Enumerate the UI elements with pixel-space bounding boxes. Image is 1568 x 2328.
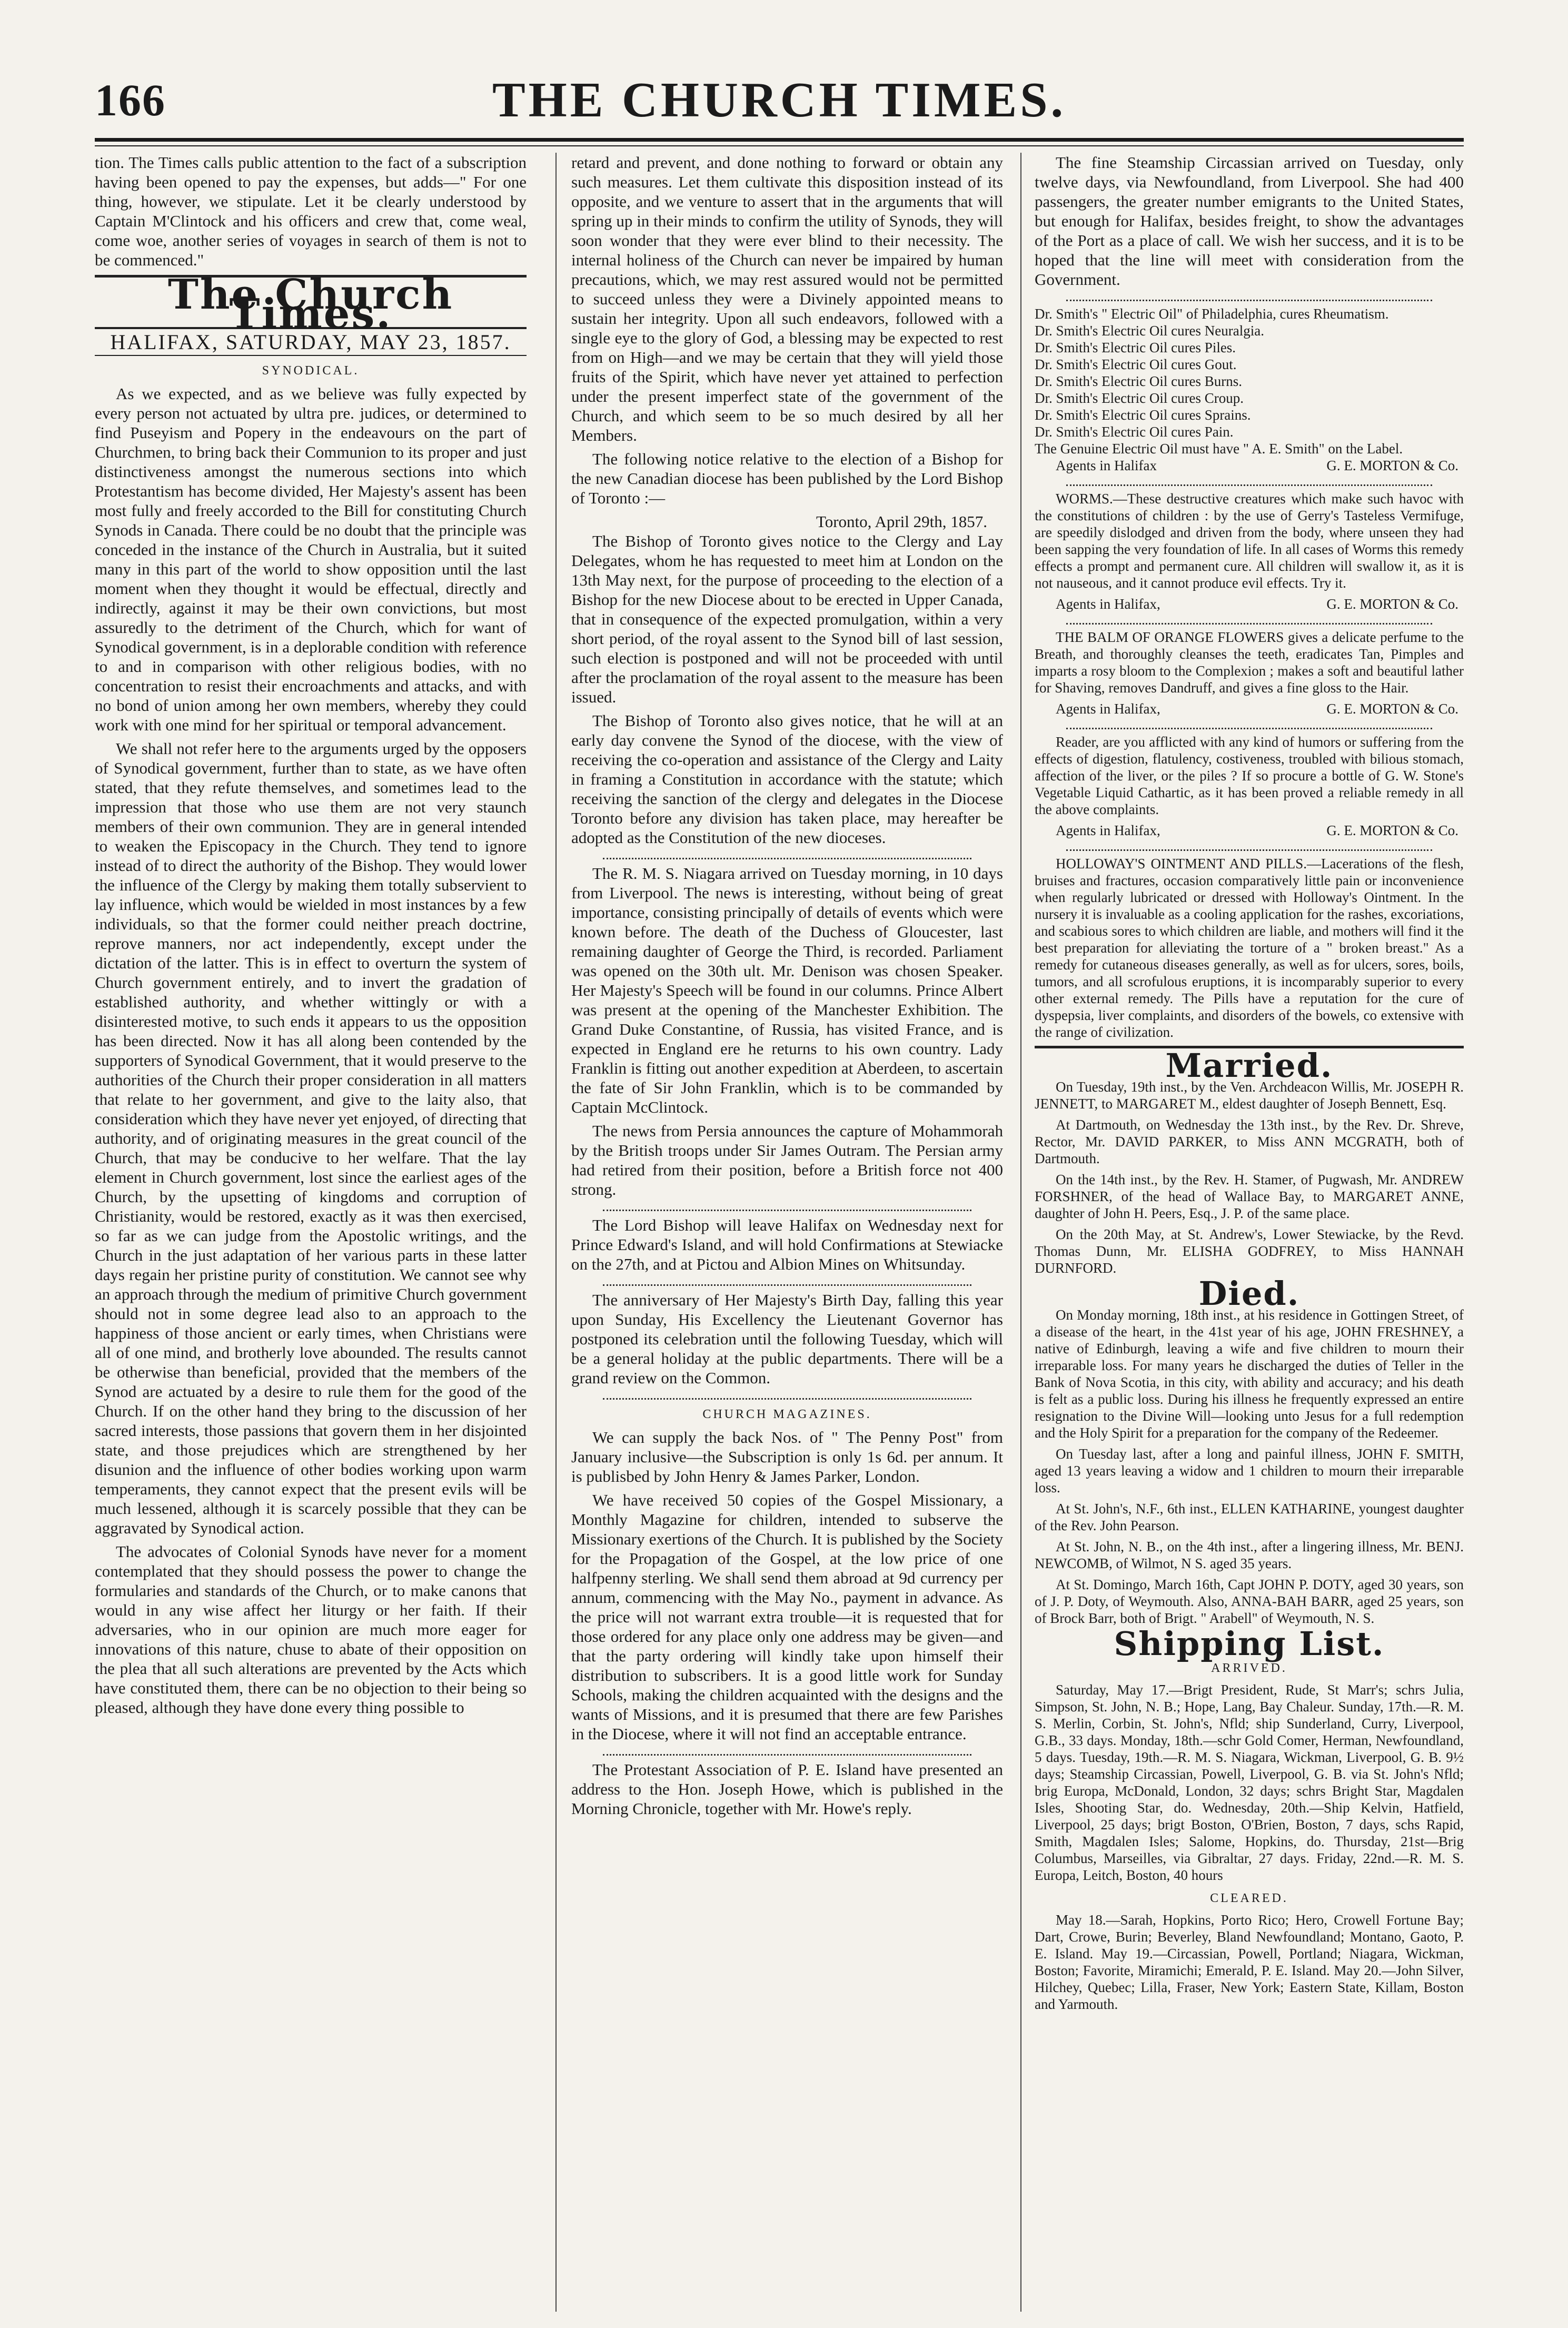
arrived-heading: ARRIVED.	[1211, 1661, 1287, 1675]
notice: At St. John, N. B., on the 4th inst., after a lingering illness, Mr. BENJ. NEWCOMB, of Wilmot, N S. aged 35 years.	[1035, 1539, 1464, 1571]
column-divider	[1020, 153, 1021, 2312]
news-item: The Lord Bishop will leave Halifax on Wednesday next for Prince Edward's Island, and will hold Confirmations at Stewiacke on the 27th, and at Pictou and Albion Mines on Whitsunday.	[571, 1216, 1003, 1273]
column-2	[571, 153, 1003, 1822]
ad-text: THE BALM OF ORANGE FLOWERS gives a delicate perfume to the Breath, and thoroughly cleanses the teeth, eradicates Tan, Pimples and imparts a rosy bloom to the Complexion ; makes a soft and beautiful lather for Shaving, removes Dandruff, and gives a fine gloss to the Hair.	[1035, 629, 1464, 696]
notice: On Tuesday last, after a long and painful illness, JOHN F. SMITH, aged 13 years leaving a widow and 1 children to mourn their irreparable loss.	[1035, 1446, 1464, 1495]
ad-line: Dr. Smith's Electric Oil cures Burns.	[1035, 373, 1243, 389]
editorial-paragraph: As we expected, and as we believe was fully expected by every person not actuated by ultra pre. judices, or determined to find Puseyism and Popery in the endeavours on the part of Churchmen, to bring back their Communion to its proper and just distinctiveness amongst the numerous sections into which Protestantism has become divided, Her Majesty's assent has been most fully and freely accorded to the Bill for constituting Church Synods in Canada. There could be no doubt that the principle was conceded in the instance of the Church in Australia, but it suited many in this part of the world to show opposition until the last moment when they thought it would be effectual, directly and indirectly, against it may be their own convictions, but most assuredly to the detriment of the Church, which for want of Synodical government, is in a deplorable condition with reference to and in comparison with other religious bodies, with no concentration to resist their encroachments and attacks, and with no bond of union among her own members, whereby they could work with one mind for her spiritual or temporal advancement.	[95, 384, 527, 734]
agents-line	[1035, 822, 1464, 839]
ad-line: Dr. Smith's Electric Oil cures Piles.	[1035, 340, 1236, 355]
agents-line	[1035, 596, 1464, 612]
agents-label: Agents in Halifax	[1056, 458, 1157, 473]
notice: On the 20th May, at St. Andrew's, Lower Stewiacke, by the Revd. Thomas Dunn, Mr. ELISHA GODFREY, to Miss HANNAH DURNFORD.	[1035, 1226, 1464, 1276]
agents-label: Agents in Halifax,	[1056, 596, 1160, 612]
separator	[1066, 721, 1432, 729]
agents-name: G. E. MORTON & Co.	[1326, 458, 1458, 473]
notice-paragraph: The Bishop of Toronto gives notice to the Clergy and Lay Delegates, whom he has requested to meet him at London on the 13th May next, for the purpose of proceeding to the election of a Bishop for the new Diocese about to be erected in Upper Canada, that in consequence of the expected promulgation, within a very short period, of the royal assent to the Synod bill of last session, such election is postponed and will not be proceeded with until after the proclamation of the royal assent to the measure has been issued.	[571, 532, 1003, 706]
header-rule-thin	[95, 145, 1464, 146]
page-header	[95, 68, 1464, 132]
editorial-paragraph: retard and prevent, and done nothing to forward or obtain any such measures. Let them cultivate this disposition instead of its opposite, and we venture to assert that in the arguments that will spring up in their minds to confirm the utility of Synods, they will soon wonder that they were ever blind to their necessity. The internal holiness of the Church can never be impaired by human precautions, which, we may rest assured would not be permitted to succeed unless they were a Divinely appointed means to sustain her integrity. Upon all such endeavors, followed with a single eye to the glory of God, a blessing may be expected to rest from on High—and we may be certain that they will yield those fruits of the Spirit, which have never yet attained to perfection under the present imperfect state of the government of the Church, and which seem to be so much desired by all her Members.	[571, 153, 1003, 444]
separator	[603, 1392, 971, 1400]
holloway-ad	[1035, 855, 1464, 1041]
news-item: We have received 50 copies of the Gospel Missionary, a Monthly Magazine for children, intended to subserve the Missionary exertions of the Church. It is published by the Society for the Propagation of the Gospel, at the low price of one halfpenny sterling. We shall send them abroad at 9d currency per annum, commencing with the May No., payment in advance. As the price will not warrant extra trouble—it is requested that for those ordered for any place only one address may be given—and that the party ordering will kindly take upon himself their distribution to subscribers. It is a good little work for Sunday Schools, making the children acquainted with the designs and the wants of Missions, and it is presumed that there are few Parishes in the Diocese, where it will not find an acceptable entrance.	[571, 1491, 1003, 1743]
notice: At Dartmouth, on Wednesday the 13th inst., by the Rev. Dr. Shreve, Rector, Mr. DAVID PARKER, to Miss ANN MCGRATH, both of Dartmouth.	[1035, 1117, 1464, 1166]
notice: At St. John's, N.F., 6th inst., ELLEN KATHARINE, youngest daughter of the Rev. John Pearson.	[1035, 1501, 1464, 1533]
separator	[603, 1278, 971, 1286]
married-notices	[1035, 1078, 1464, 1276]
news-item: The fine Steamship Circassian arrived on Tuesday, only twelve days, via Newfoundland, from Liverpool. She had 400 passengers, the greater number emigrants to the United States, but enough for Halifax, besides freight, to show the advantages of the Port as a place of call. We wish her success, and it is to be hoped that the line will meet with consideration from the Government.	[1035, 153, 1464, 289]
agents-line	[1035, 457, 1464, 474]
ad-line: Dr. Smith's Electric Oil cures Sprains.	[1035, 407, 1251, 423]
shipping-entries: May 18.—Sarah, Hopkins, Porto Rico; Hero, Crowell Fortune Bay; Dart, Crowe, Burin; Beverley, Bland Newfoundland; Montano, Gaoto, P. E. Island. May 19.—Circassian, Powell, Portland; Niagara, Wickman, Boston; Favorite, Miramichi; Emerald, P. E. Island. May 20.—John Silver, Hilchey, Quebec; Lilla, Fraser, New York; Eastern State, Killam, Boston and Yarmouth.	[1035, 1912, 1464, 2012]
ad-line: Dr. Smith's Electric Oil cures Pain.	[1035, 424, 1234, 440]
shipping-entries: Saturday, May 17.—Brigt President, Rude, St Marr's; schrs Julia, Simpson, St. John, N. B.; Hope, Lang, Bay Chaleur. Sunday, 17th.—R. M. S. Merlin, Corbin, St. John's, Nfld; ship Sunderland, Curry, Liverpool, G.B., 33 days. Monday, 18th.—schr Gold Comer, Herman, Newfoundland, 5 days. Tuesday, 19th.—R. M. S. Niagara, Wickman, Liverpool, G. B. 9½ days; Steamship Circassian, Powell, Liverpool, G. B. via St. John's Nfld; brig Europa, McDonald, London, 32 days; schrs Bright Star, Magdalen Isles, Shooting Star, do. Wednesday, 20th.—Ship Kelvin, Hatfield, Liverpool, 25 days; brigt Boston, O'Brien, Boston, 7 days, schs Rapid, Smith, Magdalen Isles; Salome, Hopkins, do. Thursday, 21st—Brig Columbus, Marseilles, via Gibraltar, 27 days. Friday, 22nd.—R. M. S. Europa, Leitch, Boston, 40 hours	[1035, 1682, 1464, 1883]
agents-label: Agents in Halifax,	[1056, 701, 1160, 717]
ad-line: The Genuine Electric Oil must have " A. E. Smith" on the Label.	[1035, 441, 1403, 457]
worms-ad	[1035, 490, 1464, 612]
ad-line: Dr. Smith's " Electric Oil" of Philadelphia, cures Rheumatism.	[1035, 306, 1389, 322]
magazines-title: CHURCH MAGAZINES.	[702, 1408, 872, 1421]
news-item: The anniversary of Her Majesty's Birth Day, falling this year upon Sunday, His Excellency the Lieutenant Governor has postponed its celebration until the following Tuesday, which will be a general holiday at the public departments. There will be a grand review on the Common.	[571, 1291, 1003, 1387]
column-3	[1035, 153, 1464, 2017]
column-divider	[555, 153, 557, 2312]
notice: At St. Domingo, March 16th, Capt JOHN P. DOTY, aged 30 years, son of J. P. Doty, of Weymouth. Also, ANNA-BAH BARR, aged 25 years, son of Brock Barr, both of Brigt. " Arabell" of Weymouth, N. S.	[1035, 1577, 1464, 1626]
ad-line: Dr. Smith's Electric Oil cures Gout.	[1035, 356, 1237, 372]
editorial-paragraph: The advocates of Colonial Synods have never for a moment contemplated that they should possess the power to change the formularies and standards of the Church, or to make canons that would in any wise affect her liturgy or her faith. If their adversaries, who in our opinion are much more eager for innovations of this nature, chuse to abate of their opposition on the plea that all such alterations are prevented by the Acts which have constituted them, there can be no objection to their being so pleased, although they have done every thing possible to	[95, 1542, 527, 1717]
news-item: The Protestant Association of P. E. Island have presented an address to the Hon. Joseph Howe, which is published in the Morning Chronicle, together with Mr. Howe's reply.	[571, 1760, 1003, 1818]
notice-intro: The following notice relative to the election of a Bishop for the new Canadian diocese has been published by the Lord Bishop of Toronto :—	[571, 450, 1003, 507]
separator	[603, 1748, 971, 1756]
editorial-paragraph: We shall not refer here to the arguments urged by the opposers of Synodical government, further than to state, as we have often stated, that they refute themselves, and sometimes lead to the impression that those who use them are not very staunch members of their own communion. They are in general intended to weaken the Episcopacy in the Church. They tend to ignore instead of to direct the authority of the Bishop. They would lower the influence of the Clergy by making them totally subservient to lay influence, which would be wielded in most instances by a few individuals, so that the former could neither preach doctrine, reprove manners, nor act independently, except under the dictation of the latter. This is in effect to overturn the system of Church government entirely, and to invert the gradation of established authority, and whether wittingly or with a disinterested motive, to such ends it appears to us the opposition has been directed. Now it has all along been contended by the supporters of Synodical Government, that it would preserve to the authorities of the Church their proper consideration in all matters that relate to her government, and give to the laity also, that consideration which they have never yet enjoyed, of directing that authority, and of originating measures in the great council of the Church, that may be conducive to her welfare. That the lay element in Church government, lost since the earliest ages of the Church, by the upsetting of kingdoms and corruption of Christianity, would be restored, exactly as it was then exercised, so far as we can judge from the Apostolic writings, and the Church in the just adaptation of her various parts in these latter days regain her pristine purity of constitution. We cannot see why an approach through the medium of primitive Church government should not in some degree lead also to an approach to the happiness of those ancient or early times, when Christians were all of one mind, and brotherly love abounded. The results cannot be otherwise than beneficial, provided that the members of the Synod are actuated by a desire to rule them for the good of the Church. If on the other hand they bring to the discussion of her sacred interests, those passions that govern them in her disjointed state, and those prejudices which are strengthened by her disunion and the influence of other bodies working upon warm temperaments, they cannot expect that the present evils will be much lessened, although it is scarcely possible that they can be aggravated by Synodical action.	[95, 739, 527, 1537]
cathartic-ad	[1035, 734, 1464, 839]
separator	[1066, 617, 1432, 625]
arrived-list	[1035, 1681, 1464, 1884]
dateline: HALIFAX, SATURDAY, MAY 23, 1857.	[95, 327, 527, 356]
notice-date: Toronto, April 29th, 1857.	[816, 512, 987, 531]
agents-name: G. E. MORTON & Co.	[1326, 701, 1458, 717]
agents-name: G. E. MORTON & Co.	[1326, 596, 1458, 612]
died-heading: Died.	[1198, 1274, 1300, 1313]
shipping-heading: Shipping List.	[1114, 1624, 1385, 1663]
header-rule	[95, 138, 1464, 142]
ad-text: WORMS.—These destructive creatures which make such havoc with the constitutions of children : by the use of Gerry's Tasteless Vermifuge, are speedily dislodged and driven from the body, where unseen they had been sapping the very foundation of life. In all cases of Worms this remedy effects a prompt and permanent cure. All children will swallow it, as it is not nauseous, and it cannot produce evil effects. Try it.	[1035, 491, 1464, 591]
intro-paragraph: tion. The Times calls public attention to the fact of a subscription having been opened to pay the expenses, but adds—" For one thing, however, we stipulate. Let it be clearly understood by Captain M'Clintock and his officers and crew that, come weal, come woe, another series of voyages in search of them is not to be commenced."	[95, 153, 527, 269]
section-title: SYNODICAL.	[262, 364, 360, 378]
notice: On Tuesday, 19th inst., by the Ven. Archdeacon Willis, Mr. JOSEPH R. JENNETT, to MARGARET M., eldest daughter of Joseph Bennett, Esq.	[1035, 1079, 1464, 1112]
ad-line: Dr. Smith's Electric Oil cures Neuralgia.	[1035, 323, 1264, 339]
notice-paragraph: The Bishop of Toronto also gives notice, that he will at an early day convene the Synod of the diocese, with the view of receiving the co-operation and assistance of the Clergy and Laity in framing a Constitution in accordance with the statute; which receiving the sanction of the clergy and delegates in the Diocese Toronto before any division has taken place, may hereafter be adopted as the Constitution of the new dioceses.	[571, 711, 1003, 847]
separator	[603, 851, 971, 859]
balm-ad	[1035, 629, 1464, 717]
column-1	[95, 153, 527, 1721]
ad-line: Dr. Smith's Electric Oil cures Croup.	[1035, 390, 1244, 406]
ad-text: Reader, are you afflicted with any kind of humors or suffering from the effects of digestion, flatulency, costiveness, troubled with bilious stomach, affection of the liver, or the piles ? If so procure a bottle of G. W. Stone's Vegetable Liquid Cathartic, as it has been proved a reliable remedy in all the above complaints.	[1035, 734, 1464, 817]
notice: On Monday morning, 18th inst., at his residence in Gottingen Street, of a disease of the heart, in the 41st year of his age, JOHN FRESHNEY, a native of Edinburgh, leaving a wife and five children to mourn their irreparable loss. For many years he discharged the duties of Teller in the Bank of Nova Scotia, in this city, with ability and accuracy; and his death is felt as a public loss. During his illness he frequently expressed an entire resignation to the Divine Will—looking unto Jesus for a full redemption and the Holy Spirit for a preparation for the company of the Redeemer.	[1035, 1307, 1464, 1441]
separator	[1066, 478, 1432, 486]
ad-text: HOLLOWAY'S OINTMENT AND PILLS.—Lacerations of the flesh, bruises and fractures, occasion comparatively little pain or inconvenience when regularly lubricated or dressed with Holloway's Ointment. In the nursery it is invaluable as a cooling application for the rashes, excoriations, and scabious sores to which children are liable, and mothers will find it the best preparation for alleviating the torture of a " broken breast." As a remedy for cutaneous diseases generally, as well as for ulcers, sores, boils, tumors, and all scrofulous eruptions, it is incomparably superior to every other external remedy. The Pills have a reputation for the cure of dyspepsia, liver complaints, and disorders of the bowels, co extensive with the range of civilization.	[1035, 856, 1464, 1040]
death-notices	[1035, 1306, 1464, 1627]
notice: On the 14th inst., by the Rev. H. Stamer, of Pugwash, Mr. ANDREW FORSHNER, of the head of Wallace Bay, to MARGARET ANNE, daughter of John H. Peers, Esq., J. P. of the same place.	[1035, 1172, 1464, 1221]
separator	[1066, 843, 1432, 851]
newspaper-title: THE CHURCH TIMES.	[492, 73, 1067, 127]
agents-label: Agents in Halifax,	[1056, 823, 1160, 838]
separator	[1066, 293, 1432, 301]
cleared-list	[1035, 1911, 1464, 2013]
news-item: We can supply the back Nos. of " The Penny Post" from January inclusive—the Subscription is only 1s 6d. per annum. It is publisbed by John Henry & James Parker, London.	[571, 1428, 1003, 1485]
married-heading: Married.	[1165, 1046, 1333, 1085]
separator	[603, 1203, 971, 1211]
cleared-heading: CLEARED.	[1210, 1891, 1288, 1905]
masthead: The Church Times.	[167, 271, 454, 338]
agents-line	[1035, 700, 1464, 717]
news-item: The R. M. S. Niagara arrived on Tuesday morning, in 10 days from Liverpool. The news is interesting, without being of great importance, consisting principally of details of events which were known before. The death of the Duchess of Gloucester, last remaining daughter of George the Third, is recorded. Parliament was opened on the 30th ult. Mr. Denison was chosen Speaker. Her Majesty's Speech will be found in our columns. Prince Albert was present at the opening of the Manchester Exhibition. The Grand Duke Constantine, of Russia, has visited France, and is expected in England ere he returns to his own country. Lady Franklin is fitting out another expedition at Aberdeen, to ascertain the fate of Sir John Franklin, which is to be commanded by Captain McClintock.	[571, 864, 1003, 1116]
page-number: 166	[95, 75, 166, 125]
agents-name: G. E. MORTON & Co.	[1326, 823, 1458, 838]
electric-oil-ad	[1035, 305, 1464, 474]
news-item: The news from Persia announces the capture of Mohammorah by the British troops under Sir James Outram. The Persian army had retired from their position, before a British force not 400 strong.	[571, 1122, 1003, 1198]
